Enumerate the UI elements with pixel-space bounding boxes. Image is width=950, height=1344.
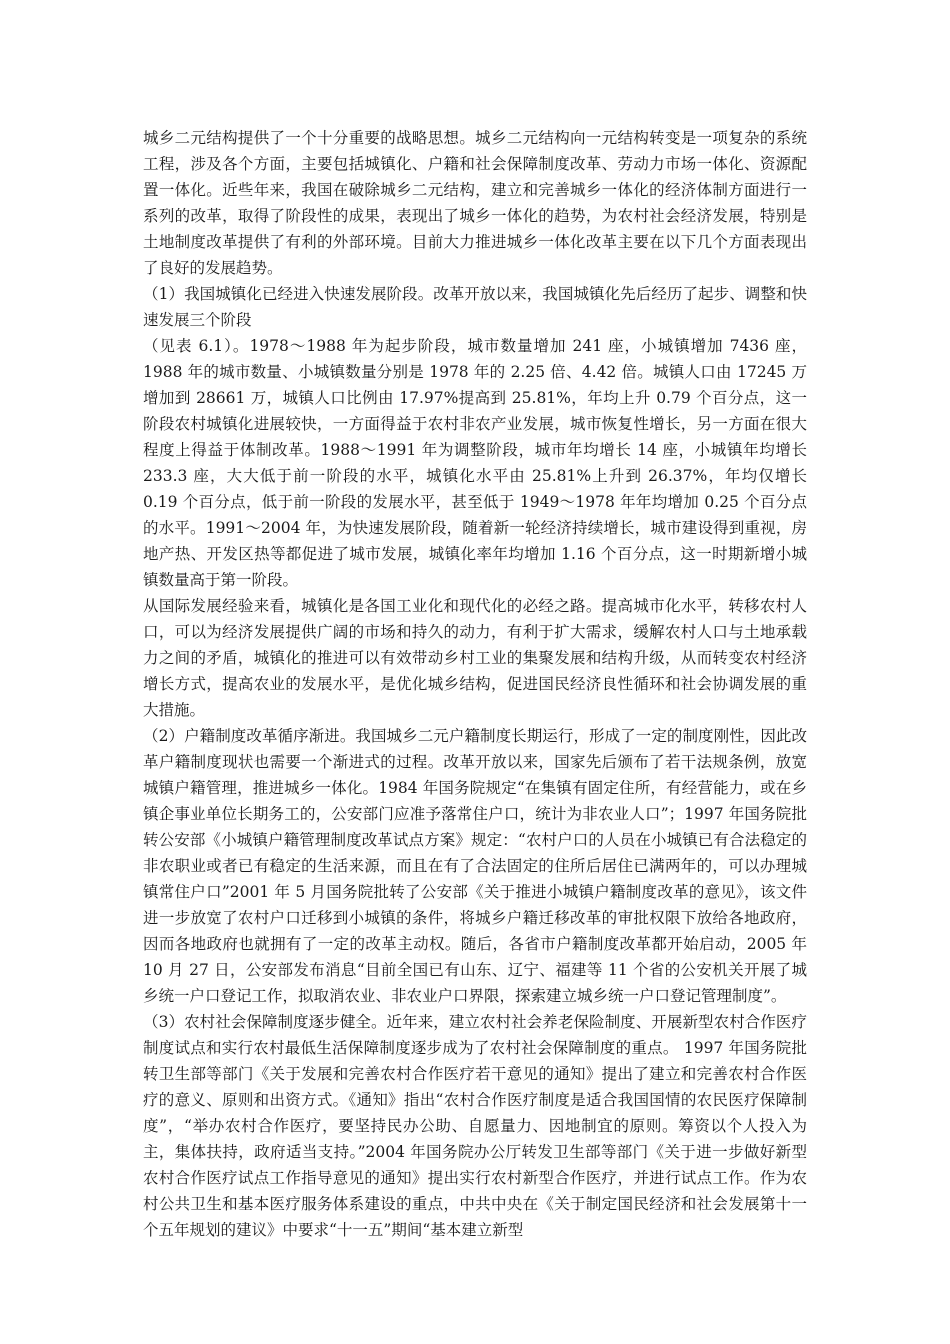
- paragraph-social-security: （3）农村社会保障制度逐步健全。近年来，建立农村社会养老保险制度、开展新型农村合作医疗制度试点和实行农村最低生活保障制度逐步成为了农村社会保障制度的重点。 1997 年国务院批转卫生部等部门《关于发展和完善农村合作医疗若干意见的通知》提出了建立和完善农村合作医疗的意义、原则和出资方式。《通知》指出“农村合作医疗制度是适合我国国情的农民医疗保障制度”，“举办农村合作医疗，要坚持民办公助、自愿量力、因地制宜的原则。筹资以个人投入为主，集体扶持，政府适当支持。”2004 年国务院办公厅转发卫生部等部门《关于进一步做好新型农村合作医疗试点工作指导意见的通知》提出实行农村新型合作医疗，并进行试点工作。作为农村公共卫生和基本医疗服务体系建设的重点，中共中央在《关于制定国民经济和社会发展第十一个五年规划的建议》中要求“十一五”期间“基本建立新型: [143, 1013, 807, 1239]
- paragraph-urbanization-stages: （见表 6.1）。1978～1988 年为起步阶段，城市数量增加 241 座，小城镇增加 7436 座，1988 年的城市数量、小城镇数量分别是 1978 年的 2.25 倍、4.42 倍。城镇人口由 17245 万增加到 28661 万，城镇人口比例由 17.97%提高到 25.81%，年均上升 0.79 个百分点，这一阶段农村城镇化进展较快，一方面得益于农村非农产业发展，城市恢复性增长，另一方面在很大程度上得益于体制改革。1988～1991 年为调整阶段，城市年均增长 14 座，小城镇年均增长 233.3 座，大大低于前一阶段的水平，城镇化水平由 25.81%上升到 26.37%，年均仅增长 0.19 个百分点，低于前一阶段的发展水平，甚至低于 1949～1978 年年均增加 0.25 个百分点的水平。1991～2004 年，为快速发展阶段，随着新一轮经济持续增长，城市建设得到重视，房地产热、开发区热等都促进了城市发展，城镇化率年均增加 1.16 个百分点，这一时期新增小城镇数量高于第一阶段。: [143, 337, 807, 589]
- document-body: [143, 125, 807, 1243]
- paragraph-international-experience: 从国际发展经验来看，城镇化是各国工业化和现代化的必经之路。提高城市化水平，转移农村人口，可以为经济发展提供广阔的市场和持久的动力，有利于扩大需求，缓解农村人口与土地承载力之间的矛盾，城镇化的推进可以有效带动乡村工业的集聚发展和结构升级，从而转变农村经济增长方式，提高农业的发展水平，是优化城乡结构，促进国民经济良性循环和社会协调发展的重大措施。: [143, 597, 807, 719]
- paragraph-household-registration: （2）户籍制度改革循序渐进。我国城乡二元户籍制度长期运行，形成了一定的制度刚性，因此改革户籍制度现状也需要一个渐进式的过程。改革开放以来，国家先后颁布了若干法规条例，放宽城镇户籍管理，推进城乡一体化。1984 年国务院规定“在集镇有固定住所，有经营能力，或在乡镇企事业单位长期务工的，公安部门应准予落常住户口，统计为非农业人口”；1997 年国务院批转公安部《小城镇户籍管理制度改革试点方案》规定：“农村户口的人员在小城镇已有合法稳定的非农职业或者已有稳定的生活来源，而且在有了合法固定的住所后居住已满两年的，可以办理城镇常住户口”2001 年 5 月国务院批转了公安部《关于推进小城镇户籍制度改革的意见》，该文件进一步放宽了农村户口迁移到小城镇的条件，将城乡户籍迁移改革的审批权限下放给各地政府，因而各地政府也就拥有了一定的改革主动权。随后，各省市户籍制度改革都开始启动，2005 年 10 月 27 日，公安部发布消息“目前全国已有山东、辽宁、福建等 11 个省的公安机关开展了城乡统一户口登记工作，拟取消农业、非农业户口界限，探索建立城乡统一户口登记管理制度”。: [143, 727, 807, 1005]
- paragraph-intro: 城乡二元结构提供了一个十分重要的战略思想。城乡二元结构向一元结构转变是一项复杂的系统工程，涉及各个方面，主要包括城镇化、户籍和社会保障制度改革、劳动力市场一体化、资源配置一体化。近些年来，我国在破除城乡二元结构，建立和完善城乡一体化的经济体制方面进行一系列的改革，取得了阶段性的成果，表现出了城乡一体化的趋势，为农村社会经济发展，特别是土地制度改革提供了有利的外部环境。目前大力推进城乡一体化改革主要在以下几个方面表现出了良好的发展趋势。: [143, 129, 807, 277]
- paragraph-urbanization-heading: （1）我国城镇化已经进入快速发展阶段。改革开放以来，我国城镇化先后经历了起步、调整和快速发展三个阶段: [143, 285, 807, 329]
